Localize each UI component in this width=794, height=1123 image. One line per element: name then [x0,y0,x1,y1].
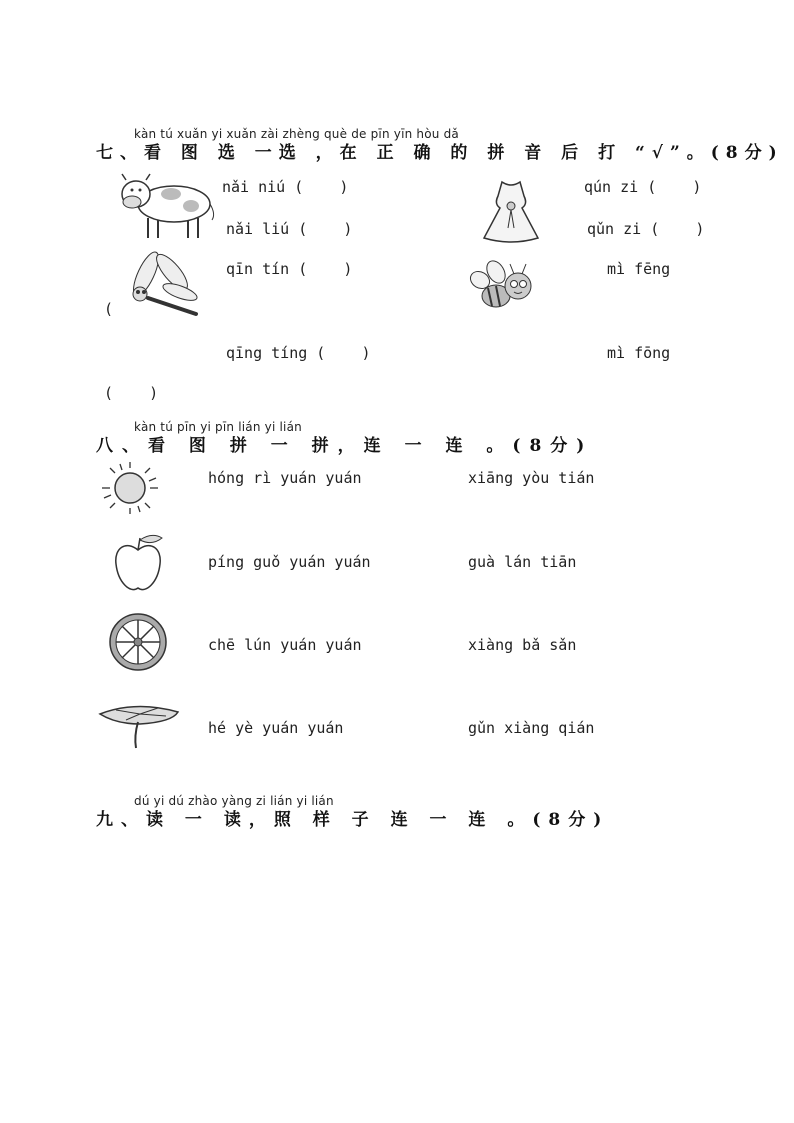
cow-icon [116,172,216,242]
option-bee-1: mì fēng [607,260,671,278]
option-dragonfly-1: qīn tín ( ) [226,260,353,278]
dragonfly-icon [126,252,206,324]
left-word-1: hóng rì yuán yuán [208,469,362,487]
apple-icon [112,532,164,594]
left-word-4: hé yè yuán yuán [208,719,344,737]
option-cow-2: nǎi liú ( ) [226,220,353,238]
option-bee-2: mì fōng [607,344,671,362]
left-word-2: píng guǒ yuán yuán [208,553,371,571]
dress-icon [478,180,544,244]
bee-icon [470,258,536,316]
wheel-icon [108,612,168,672]
section9-pinyin: dú yi dú zhào yàng zi lián yi lián [134,794,334,808]
section7-title: 七、看 图 选 一选 ，在 正 确 的 拼 音 后 打 “√”。(8分) [96,143,784,163]
lotus-leaf-icon [96,702,182,750]
right-word-1: xiāng yòu tián [468,469,595,487]
right-word-2: guà lán tiān [468,553,577,571]
right-word-4: gǔn xiàng qián [468,719,595,737]
section7-pinyin: kàn tú xuǎn yi xuǎn zài zhèng què de pīn yīn hòu dǎ [134,127,459,141]
section8-pinyin: kàn tú pīn yi pīn lián yi lián [134,420,302,434]
option-dress-2: qǔn zi ( ) [587,220,705,238]
option-dragonfly-2: qīng tíng ( ) [226,344,371,362]
paren-bottom: ( ) [104,384,159,402]
section8-title: 八、看 图 拼 一 拼，连 一 连 。(8分) [96,436,594,456]
option-dress-1: qún zi ( ) [584,178,702,196]
left-word-3: chē lún yuán yuán [208,636,362,654]
section9-title: 九、读 一 读，照 样 子 连 一 连 。(8分) [96,810,610,830]
paren-left: ( [104,300,114,318]
sun-icon [98,458,160,518]
option-cow-1: nǎi niú ( ) [222,178,349,196]
right-word-3: xiàng bǎ sǎn [468,636,577,654]
